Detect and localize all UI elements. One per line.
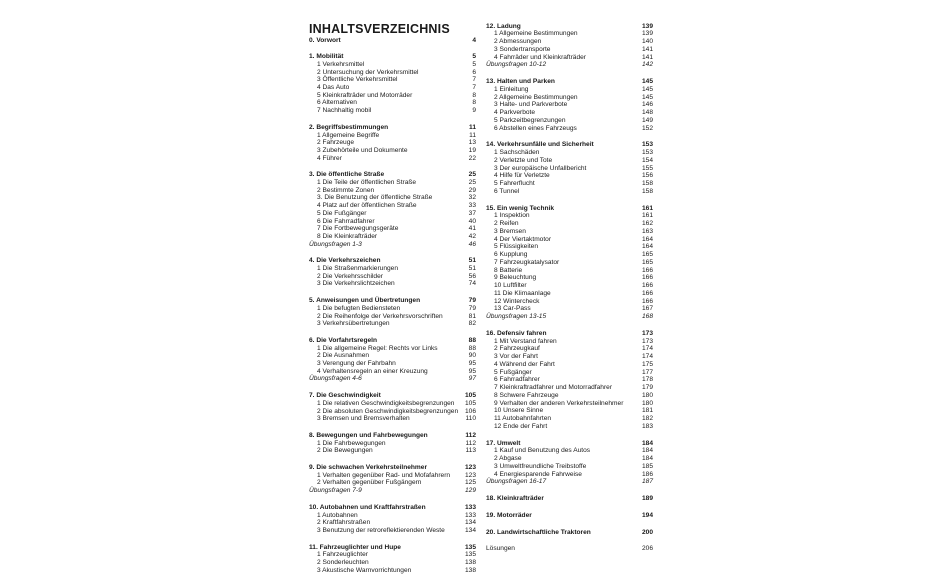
toc-entry-page: 175: [641, 360, 653, 368]
toc-entry-page: 161: [641, 204, 653, 212]
toc-entry-title: 9 Beleuchtung: [494, 274, 537, 282]
toc-entry-page: 134: [464, 519, 476, 527]
toc-entry-page: 173: [641, 329, 653, 337]
toc-entry-page: 105: [464, 399, 476, 407]
toc-entry-title: 3. Die Benutzung der öffentliche Straße: [317, 194, 433, 202]
toc-entry-title: Übungsfragen 4-6: [309, 375, 362, 383]
toc-entry-title: 4 Platz auf der öffentlichen Straße: [317, 202, 417, 210]
toc-entry-page: 181: [641, 407, 653, 415]
toc-entry-page: 88: [468, 344, 476, 352]
toc-entry-title: 1 Die relativen Geschwindigkeitsbegrenzungen: [317, 399, 455, 407]
toc-entry-page: 37: [468, 209, 476, 217]
toc-entry-title: 2 Untersuchung der Verkehrsmittel: [317, 68, 419, 76]
toc-entry-title: 3 Bremsen: [494, 227, 526, 235]
toc-entry-page: 22: [468, 154, 476, 162]
toc-entry-page: 88: [468, 336, 476, 344]
toc-entry-title: 3 Akustische Warnvorrichtungen: [317, 566, 412, 574]
toc-entry: [309, 280, 476, 288]
toc-entry-page: 194: [641, 511, 653, 519]
toc-entry-page: 29: [468, 186, 476, 194]
toc-entry-title: 8. Bewegungen und Fahrbewegungen: [309, 431, 428, 439]
toc-entry-title: 9 Verhalten der anderen Verkehrsteilnehmer: [494, 399, 624, 407]
toc-entry-page: 174: [641, 345, 653, 353]
toc-entry-title: 3 Öffentliche Verkehrsmittel: [317, 76, 398, 84]
toc-entry-page: 186: [641, 470, 653, 478]
toc-entry-title: 11. Fahrzeuglichter und Hupe: [309, 543, 401, 551]
toc-entry-page: 166: [641, 266, 653, 274]
toc-entry-page: 95: [468, 367, 476, 375]
toc-entry-page: 90: [468, 352, 476, 360]
toc-entry-title: 7 Die Fortbewegungsgeräte: [317, 225, 399, 233]
toc-entry-title: 14. Verkehrsunfälle und Sicherheit: [486, 141, 594, 149]
toc-entry-page: 133: [464, 511, 476, 519]
toc-entry-title: 3 Bremsen und Bremsverhalten: [317, 415, 410, 423]
toc-entry-title: 6 Alternativen: [317, 99, 357, 107]
toc-entry-title: Lösungen: [486, 545, 515, 553]
toc-entry-title: Übungsfragen 13-15: [486, 313, 547, 320]
toc-entry-page: 184: [641, 447, 653, 455]
toc-entry-title: 7 Kleinkraftradfahrer und Motorradfahrer: [494, 384, 613, 391]
toc-entry-title: 6 Kupplung: [494, 251, 528, 258]
toc-entry-page: 177: [641, 368, 653, 376]
toc-entry-title: 1 Die Straßenmarkierungen: [317, 265, 398, 272]
toc-entry-page: 156: [641, 172, 653, 180]
toc-entry-title: 2 Fahrzeuge: [317, 139, 355, 147]
toc-entry-page: 79: [468, 304, 476, 312]
toc-entry-title: 1 Inspektion: [494, 212, 530, 220]
toc-chapter-entry: [486, 512, 653, 520]
toc-entry-title: 2 Kraftfahrstraßen: [317, 519, 371, 527]
toc-entry-page: 106: [464, 407, 476, 415]
toc-entry-title: 2 Reifen: [494, 220, 519, 227]
toc-entry-title: 5. Anweisungen und Übertretungen: [309, 297, 421, 305]
toc-entry-title: 5 Flüssigkeiten: [494, 243, 538, 251]
toc-entry-page: 141: [641, 45, 653, 53]
toc-chapter-entry: [309, 37, 476, 45]
toc-entry-title: 4 Fahrräder und Kleinkrafträder: [494, 53, 586, 61]
toc-entry-page: 113: [465, 447, 476, 455]
toc-entry-title: 11 Autobahnfahrten: [494, 415, 552, 422]
toc-entry-page: 178: [641, 376, 653, 384]
toc-entry-title: 10. Autobahnen und Kraftfahrstraßen: [309, 503, 426, 511]
toc-entry: [486, 188, 653, 196]
toc-entry-page: 164: [641, 243, 653, 251]
toc-entry-page: 81: [468, 312, 476, 320]
toc-entry: [309, 155, 476, 163]
toc-entry-title: 1 Kauf und Benutzung des Autos: [494, 447, 591, 455]
toc-entry-page: 158: [641, 180, 653, 187]
toc-entry-page: 8: [472, 99, 476, 107]
toc-entry-page: 153: [641, 141, 653, 149]
toc-entry-title: 2 Abgase: [494, 455, 522, 462]
toc-entry-page: 32: [468, 194, 476, 202]
toc-entry-page: 110: [465, 415, 476, 423]
toc-entry-page: 129: [464, 487, 476, 495]
toc-entry-title: 4 Führer: [317, 154, 342, 162]
toc-entry-title: 5 Fußgänger: [494, 368, 532, 376]
toc-entry: [309, 567, 476, 575]
toc-entry-page: 155: [641, 164, 653, 172]
toc-entry-title: 2 Die Ausnahmen: [317, 352, 370, 360]
toc-entry-page: 46: [468, 240, 476, 248]
toc-entry-page: 40: [468, 217, 476, 225]
toc-entry-page: 153: [641, 149, 653, 156]
toc-entry-page: 33: [468, 202, 476, 210]
toc-entry-page: 8: [472, 91, 476, 99]
toc-entry-page: 95: [468, 360, 476, 367]
toc-entry-title: 4 Der Viertaktmotor: [494, 235, 552, 243]
toc-entry-page: 166: [641, 282, 653, 289]
toc-entry: [309, 527, 476, 535]
toc-entry-page: 25: [468, 179, 476, 186]
toc-entry-title: 1 Allgemeine Bestimmungen: [494, 30, 578, 38]
toc-entry-page: 7: [472, 76, 476, 84]
toc-entry-title: 3 Zubehörteile und Dokumente: [317, 146, 408, 154]
toc-entry-title: 11 Die Klimaanlage: [494, 289, 551, 297]
toc-entry-page: 134: [464, 526, 476, 534]
toc-entry-page: 149: [641, 116, 653, 124]
toc-entry-title: 3 Halte- und Parkverbote: [494, 101, 568, 109]
toc-entry-title: Übungsfragen 10-12: [486, 61, 547, 69]
toc-entry-page: 180: [641, 391, 653, 399]
toc-entry-page: 11: [469, 131, 476, 139]
toc-entry-page: 189: [641, 495, 653, 502]
toc-entry-title: 3 Vor der Fahrt: [494, 353, 538, 360]
toc-chapter-entry: [486, 529, 653, 537]
toc-entry-title: 4 Parkverbote: [494, 109, 536, 116]
toc-entry-page: 105: [464, 392, 476, 400]
toc-exercise-entry: [309, 241, 476, 249]
toc-entry-title: 4 Hilfe für Verletzte: [494, 172, 550, 180]
toc-entry-title: 1. Mobilität: [309, 53, 344, 61]
toc-entry-page: 142: [641, 61, 653, 69]
toc-entry-title: 5 Parkzeitbegrenzungen: [494, 116, 566, 124]
toc-entry-title: 1 Sachschäden: [494, 149, 540, 156]
toc-entry-page: 79: [468, 297, 476, 305]
toc-entry-title: 1 Einleitung: [494, 85, 529, 93]
toc-entry-title: 1 Die allgemeine Regel: Rechts vor Links: [317, 344, 438, 352]
toc-entry-title: 2 Verletzte und Tote: [494, 156, 553, 164]
toc-entry-page: 145: [641, 93, 653, 101]
toc-entry-page: 174: [641, 353, 653, 360]
toc-entry-page: 141: [641, 53, 653, 61]
page-title: INHALTSVERZEICHNIS: [309, 22, 450, 36]
toc-entry-page: 139: [641, 30, 653, 38]
toc-entry-page: 51: [468, 257, 476, 265]
toc-entry-page: 146: [641, 101, 653, 109]
toc-entry-title: 1 Die befugten Bediensteten: [317, 304, 401, 312]
toc-entry-page: 123: [464, 471, 476, 479]
toc-entry-title: 4 Das Auto: [317, 84, 350, 91]
toc-entry-title: 7 Fahrzeugkatalysator: [494, 258, 560, 266]
toc-entry-title: 2 Bestimmte Zonen: [317, 186, 375, 194]
toc-entry-page: 112: [465, 439, 476, 447]
toc-entry-page: 163: [641, 227, 653, 235]
toc-entry-page: 140: [641, 38, 653, 45]
toc-entry-title: 8 Schwere Fahrzeuge: [494, 391, 559, 399]
toc-entry-title: 5 Fahrerflucht: [494, 180, 535, 187]
toc-entry-page: 6: [472, 68, 476, 76]
toc-entry-title: 12 Ende der Fahrt: [494, 422, 548, 430]
toc-entry-title: 1 Die Fahrbewegungen: [317, 439, 386, 447]
toc-entry-page: 135: [464, 551, 476, 559]
toc-entry-title: 18. Kleinkrafträder: [486, 495, 544, 502]
toc-entry-title: 8 Batterie: [494, 266, 523, 274]
toc-entry-page: 166: [641, 274, 653, 282]
toc-entry-page: 168: [641, 313, 653, 320]
toc-entry-title: 3 Sondertransporte: [494, 45, 551, 53]
toc-entry-title: 9. Die schwachen Verkehrsteilnehmer: [309, 464, 428, 471]
toc-entry-title: 2 Die absoluten Geschwindigkeitsbegrenzungen: [317, 407, 459, 415]
toc-entry-title: 0. Vorwort: [309, 36, 341, 44]
toc-exercise-entry: [486, 478, 653, 486]
toc-entry-title: 3 Umweltfreundliche Treibstoffe: [494, 462, 587, 470]
toc-entry-page: 152: [641, 124, 653, 132]
toc-entry: [309, 320, 476, 328]
toc-entry-page: 97: [468, 375, 476, 383]
toc-entry-title: 3 Benutzung der retroreflektierenden Weste: [317, 526, 445, 534]
toc-entry-page: 182: [641, 415, 653, 422]
toc-entry-page: 5: [472, 53, 476, 61]
toc-entry-title: 1 Die Teile der öffentlichen Straße: [317, 179, 417, 186]
toc-entry-title: 3 Der europäische Unfallbericht: [494, 164, 587, 172]
toc-entry-page: 164: [641, 235, 653, 243]
toc-entry-page: 56: [468, 272, 476, 280]
toc-entry: [309, 107, 476, 115]
toc-entry-page: 7: [472, 84, 476, 91]
toc-entry: [309, 447, 476, 455]
toc-entry-title: 8 Die Kleinkrafträder: [317, 232, 378, 240]
toc-entry-title: Übungsfragen 1-3: [309, 240, 362, 248]
toc-entry-title: 12 Wintercheck: [494, 297, 540, 305]
toc-entry: [309, 415, 476, 423]
toc-entry-title: Übungsfragen 16-17: [486, 478, 547, 486]
toc-entry-title: 2 Fahrzeugkauf: [494, 345, 540, 353]
toc-entry-page: 125: [464, 479, 476, 487]
toc-entry-page: 206: [641, 545, 653, 553]
toc-entry-page: 165: [641, 258, 653, 266]
toc-entry-page: 184: [641, 455, 653, 462]
toc-entry-page: 158: [641, 187, 653, 195]
toc-entry-title: 13. Halten und Parken: [486, 78, 555, 85]
toc-entry-title: 2. Begriffsbestimmungen: [309, 123, 389, 131]
toc-entry-title: 3. Die öffentliche Straße: [309, 171, 385, 179]
toc-entry-title: 2 Abmessungen: [494, 38, 542, 45]
toc-entry-page: 148: [641, 109, 653, 116]
toc-entry-page: 145: [641, 78, 653, 85]
toc-entry-page: 9: [472, 107, 476, 115]
toc-entry-page: 11: [469, 123, 476, 131]
toc-entry-page: 13: [468, 139, 476, 147]
toc-entry-title: 1 Verhalten gegenüber Rad- und Mofafahrern: [317, 471, 451, 479]
toc-entry-page: 185: [641, 462, 653, 470]
toc-entry-page: 138: [464, 566, 476, 574]
toc-entry-title: 4 Während der Fahrt: [494, 360, 555, 368]
toc-entry: [486, 545, 653, 553]
toc-entry-title: 6 Tunnel: [494, 187, 520, 195]
toc-entry-title: 2 Die Bewegungen: [317, 447, 373, 455]
toc-entry-title: 3 Verkehrsübertretungen: [317, 320, 390, 328]
toc-entry-page: 25: [468, 171, 476, 179]
toc-entry-title: 2 Die Reihenfolge der Verkehrsvorschriften: [317, 312, 443, 320]
toc-entry: [486, 423, 653, 431]
toc-entry-title: 6. Die Vorfahrtsregeln: [309, 336, 378, 344]
toc-entry-page: 133: [464, 503, 476, 511]
toc-entry-page: 138: [464, 559, 476, 566]
toc-entry-page: 135: [464, 543, 476, 551]
toc-exercise-entry: [309, 487, 476, 495]
toc-entry-title: 3 Verengung der Fahrbahn: [317, 360, 396, 367]
toc-entry-title: 2 Die Verkehrsschilder: [317, 272, 383, 280]
toc-exercise-entry: [309, 375, 476, 383]
toc-entry-title: 15. Ein wenig Technik: [486, 204, 555, 212]
toc-entry-page: 200: [641, 528, 653, 536]
toc-entry-title: 4 Verhaltensregeln an einer Kreuzung: [317, 367, 428, 375]
toc-entry-title: 6 Die Fahrradfahrer: [317, 217, 375, 225]
toc-exercise-entry: [486, 61, 653, 69]
toc-entry-page: 187: [641, 478, 653, 486]
toc-entry-page: 184: [641, 439, 653, 447]
toc-entry-page: 166: [641, 289, 653, 297]
toc-entry-title: 2 Allgemeine Bestimmungen: [494, 93, 578, 101]
toc-entry-title: 4 Energiesparende Fahrweise: [494, 470, 582, 478]
toc-entry-title: 5 Kleinkrafträder und Motorräder: [317, 91, 413, 99]
toc-entry-page: 41: [468, 225, 476, 233]
toc-entry-title: 16. Defensiv fahren: [486, 329, 547, 337]
toc-entry-title: 6 Fahrradfahrer: [494, 376, 540, 384]
toc-entry-title: 2 Verhalten gegenüber Fußgängern: [317, 479, 422, 487]
toc-entry-title: 1 Fahrzeuglichter: [317, 551, 368, 559]
toc-entry-title: 20. Landwirtschaftliche Traktoren: [486, 528, 591, 536]
toc-entry-title: 1 Mit Verstand fahren: [494, 337, 557, 345]
toc-entry-title: Übungsfragen 7-9: [309, 487, 362, 495]
toc-entry-title: 1 Verkehrsmittel: [317, 60, 365, 68]
toc-entry-page: 179: [641, 384, 653, 391]
toc-entry-title: 10 Unsere Sinne: [494, 407, 544, 415]
toc-entry-title: 12. Ladung: [486, 22, 521, 30]
toc-entry-title: 3 Die Verkehrslichtzeichen: [317, 280, 395, 288]
toc-entry-title: 13 Car-Pass: [494, 305, 531, 313]
toc-entry-title: 7 Nachhaltig mobil: [317, 107, 372, 115]
toc-entry-title: 4. Die Verkehrszeichen: [309, 257, 381, 265]
toc-entry-page: 123: [464, 464, 476, 471]
toc-entry-page: 42: [468, 232, 476, 240]
toc-entry-page: 173: [641, 337, 653, 345]
toc-entry-page: 154: [641, 156, 653, 164]
toc-entry-title: 17. Umwelt: [486, 439, 521, 447]
toc-entry-page: 112: [465, 431, 476, 439]
toc-entry-page: 139: [641, 22, 653, 30]
toc-entry-page: 4: [472, 36, 476, 44]
toc-entry-title: 10 Luftfilter: [494, 282, 527, 289]
toc-entry-title: 1 Autobahnen: [317, 511, 358, 519]
toc-entry-page: 74: [468, 280, 476, 288]
toc-entry-page: 162: [641, 220, 653, 227]
toc-entry-page: 82: [468, 320, 476, 328]
toc-entry-title: 5 Die Fußgänger: [317, 209, 367, 217]
toc-entry-page: 161: [641, 212, 653, 220]
toc-entry-title: 19. Motorräder: [486, 511, 532, 519]
toc-entry-title: 2 Sonderleuchten: [317, 559, 369, 566]
toc-exercise-entry: [486, 313, 653, 321]
toc-entry-title: 7. Die Geschwindigkeit: [309, 392, 381, 400]
toc-chapter-entry: [486, 495, 653, 503]
toc-entry-page: 166: [641, 297, 653, 305]
toc-entry-page: 19: [468, 146, 476, 154]
toc-entry-page: 51: [468, 265, 476, 272]
toc-entry-page: 180: [641, 399, 653, 407]
toc-entry-page: 165: [641, 251, 653, 258]
toc-entry-title: 1 Allgemeine Begriffe: [317, 131, 380, 139]
toc-entry-page: 167: [641, 305, 653, 313]
toc-entry-title: 6 Abstellen eines Fahrzeugs: [494, 124, 577, 132]
toc-entry-page: 5: [472, 60, 476, 68]
toc-entry-page: 183: [641, 422, 653, 430]
toc-entry: [486, 125, 653, 133]
toc-entry-page: 145: [641, 85, 653, 93]
